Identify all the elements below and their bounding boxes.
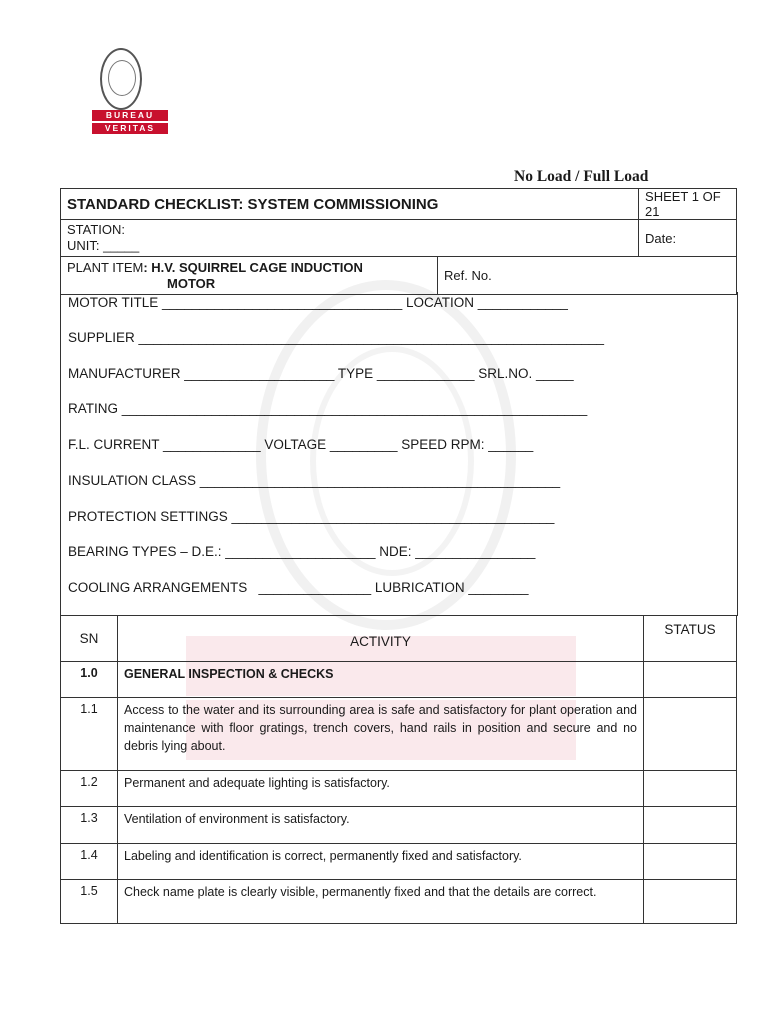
date-field[interactable]: Date:: [639, 220, 737, 257]
status-cell[interactable]: [644, 771, 737, 807]
logo-line-1: BUREAU: [92, 110, 168, 121]
protection-settings-field[interactable]: PROTECTION SETTINGS ___________________________________________: [68, 509, 555, 524]
station-unit-cell[interactable]: [61, 220, 639, 257]
row-sn: 1.3: [61, 807, 118, 844]
checklist-header-table: [60, 188, 737, 295]
table-row: [61, 698, 737, 771]
table-row: [61, 807, 737, 844]
status-header: STATUS: [644, 616, 737, 662]
checklist-title: STANDARD CHECKLIST: SYSTEM COMMISSIONING: [61, 189, 639, 220]
activity-table: [60, 615, 737, 924]
plant-item-value-2: MOTOR: [167, 275, 216, 291]
row-sn: 1.5: [61, 880, 118, 924]
logo-line-2: VERITAS: [92, 123, 168, 134]
row-activity: Labeling and identification is correct, permanently fixed and satisfactory.: [118, 844, 644, 880]
plant-item-value: : H.V. SQUIRREL CAGE INDUCTION: [143, 259, 363, 275]
section-sn: 1.0: [61, 662, 118, 698]
plant-item-cell: [61, 257, 438, 295]
load-title: No Load / Full Load: [514, 168, 649, 185]
row-sn: 1.4: [61, 844, 118, 880]
row-sn: 1.1: [61, 698, 118, 771]
manufacturer-field[interactable]: MANUFACTURER ____________________ TYPE _____________ SRL.NO. _____: [68, 366, 574, 381]
bearing-types-field[interactable]: BEARING TYPES – D.E.: ____________________ NDE: ________________: [68, 544, 536, 559]
motor-title-field[interactable]: MOTOR TITLE ________________________________ LOCATION ____________: [68, 295, 568, 310]
sn-header: SN: [61, 616, 118, 662]
row-activity: Access to the water and its surrounding area is safe and satisfactory for plant operation and maintenance with floor gratings, trench covers, hand rails in position and secure and no debris lying about.: [118, 698, 644, 771]
plant-item-label: PLANT ITEM: [67, 259, 144, 275]
cooling-lubrication-field[interactable]: COOLING ARRANGEMENTS _______________ LUBRICATION ________: [68, 580, 529, 595]
status-cell[interactable]: [644, 698, 737, 771]
status-cell[interactable]: [644, 807, 737, 844]
motor-details-form: [60, 292, 738, 616]
status-cell[interactable]: [644, 880, 737, 924]
status-cell[interactable]: [644, 662, 737, 698]
sheet-number: SHEET 1 OF 21: [639, 189, 737, 220]
table-row: [61, 844, 737, 880]
seal-icon: [100, 48, 142, 110]
rating-field[interactable]: RATING ______________________________________________________________: [68, 401, 588, 416]
row-sn: 1.2: [61, 771, 118, 807]
status-cell[interactable]: [644, 844, 737, 880]
section-title: GENERAL INSPECTION & CHECKS: [118, 662, 644, 698]
activity-header: ACTIVITY: [118, 616, 644, 662]
table-row: [61, 771, 737, 807]
table-row: [61, 880, 737, 924]
bureau-veritas-logo: [88, 48, 172, 144]
current-voltage-field[interactable]: F.L. CURRENT _____________ VOLTAGE _________ SPEED RPM: ______: [68, 437, 534, 452]
row-activity: Permanent and adequate lighting is satisfactory.: [118, 771, 644, 807]
row-activity: Check name plate is clearly visible, permanently fixed and that the details are correct.: [118, 880, 644, 924]
station-label: STATION:: [67, 222, 126, 237]
unit-label: UNIT: _____: [67, 238, 140, 253]
row-activity: Ventilation of environment is satisfactory.: [118, 807, 644, 844]
insulation-class-field[interactable]: INSULATION CLASS ________________________________________________: [68, 473, 561, 488]
supplier-field[interactable]: SUPPLIER ______________________________________________________________: [68, 330, 605, 345]
ref-no-field[interactable]: Ref. No.: [438, 257, 737, 295]
